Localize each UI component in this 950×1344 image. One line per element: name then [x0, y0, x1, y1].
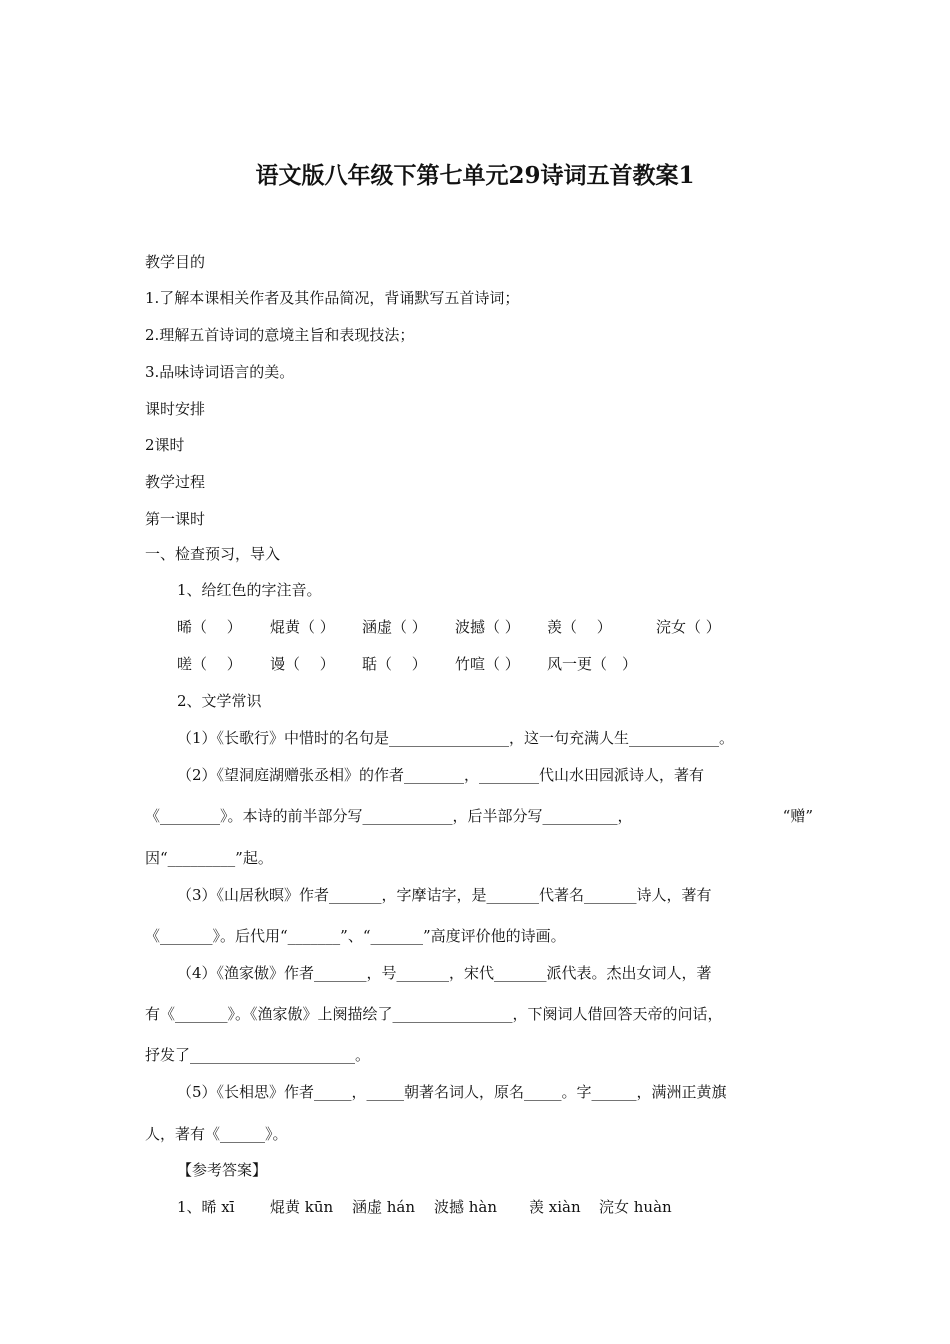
pinyin-item: 焜黄（ ）	[270, 618, 335, 636]
literature-item-2-line2	[145, 806, 813, 826]
pinyin-item: 羡（ ）	[547, 618, 612, 636]
pinyin-item: 聒（ ）	[362, 655, 427, 673]
goals-heading: 教学目的	[145, 253, 206, 271]
pinyin-item: 波撼（ ）	[455, 618, 520, 636]
literature-item-3-line2: 《_______》。后代用“_______”、“_______”高度评价他的诗画。	[145, 927, 566, 945]
lesson-heading: 第一课时	[145, 510, 206, 528]
answer-item: 羡 xiàn	[529, 1198, 581, 1216]
literature-item-4-line2: 有《_______》。《渔家傲》上阕描绘了________________，下阕词人借回答天帝的问话，	[145, 1005, 723, 1023]
literature-item-4-line3: 抒发了______________________。	[145, 1046, 371, 1064]
literature-item-5-line1: （5）《长相思》作者_____，_____朝著名词人，原名_____。字______，满洲正黄旗	[177, 1083, 727, 1101]
goal-item: 1.了解本课相关作者及其作品简况，背诵默写五首诗词；	[145, 289, 520, 307]
literature-item-5-line2: 人，著有《______》。	[145, 1125, 288, 1143]
goal-item: 2.理解五首诗词的意境主旨和表现技法；	[145, 326, 415, 344]
answer-item: 焜黄 kūn	[270, 1198, 334, 1216]
answer-heading: 【参考答案】	[177, 1161, 268, 1179]
schedule-value: 2课时	[145, 436, 185, 454]
section-heading: 一、检查预习，导入	[145, 545, 281, 563]
answer-item: 波撼 hàn	[434, 1198, 498, 1216]
question-2: 2、文学常识	[177, 692, 262, 710]
goal-item: 3.品味诗词语言的美。	[145, 363, 295, 381]
pinyin-item: 谩（ ）	[270, 655, 335, 673]
answer-item: 1、晞 xī	[177, 1198, 235, 1216]
literature-item-2-line3: 因“_________”起。	[145, 849, 273, 867]
question-1: 1、给红色的字注音。	[177, 581, 322, 599]
pinyin-item: 嗟（ ）	[177, 655, 242, 673]
literature-item-2-line1: （2）《望洞庭湖赠张丞相》的作者________，________代山水田园派诗人，著有	[177, 766, 705, 784]
answer-item: 浣女 huàn	[599, 1198, 672, 1216]
pinyin-item: 晞（ ）	[177, 618, 242, 636]
schedule-heading: 课时安排	[145, 400, 206, 418]
literature-item-1: （1）《长歌行》中惜时的名句是________________，这一句充满人生____________。	[177, 729, 735, 747]
pinyin-item: 风一更（ ）	[547, 655, 638, 673]
literature-item-4-line1: （4）《渔家傲》作者_______，号_______，宋代_______派代表。杰出女词人，著	[177, 964, 712, 982]
answer-item: 涵虚 hán	[352, 1198, 416, 1216]
literature-item-3-line1: （3）《山居秋暝》作者_______，字摩诘字，是_______代著名_______诗人，著有	[177, 886, 712, 904]
literature-item-2-text: “赠”	[782, 807, 813, 825]
page-title: 语文版八年级下第七单元29诗词五首教案1	[255, 162, 695, 189]
process-heading: 教学过程	[145, 473, 206, 491]
pinyin-item: 浣女（ ）	[656, 618, 721, 636]
pinyin-item: 涵虚（ ）	[362, 618, 427, 636]
pinyin-item: 竹喧（ ）	[455, 655, 520, 673]
literature-item-2-text: 《________》。本诗的前半部分写____________，后半部分写__________，	[145, 807, 633, 825]
